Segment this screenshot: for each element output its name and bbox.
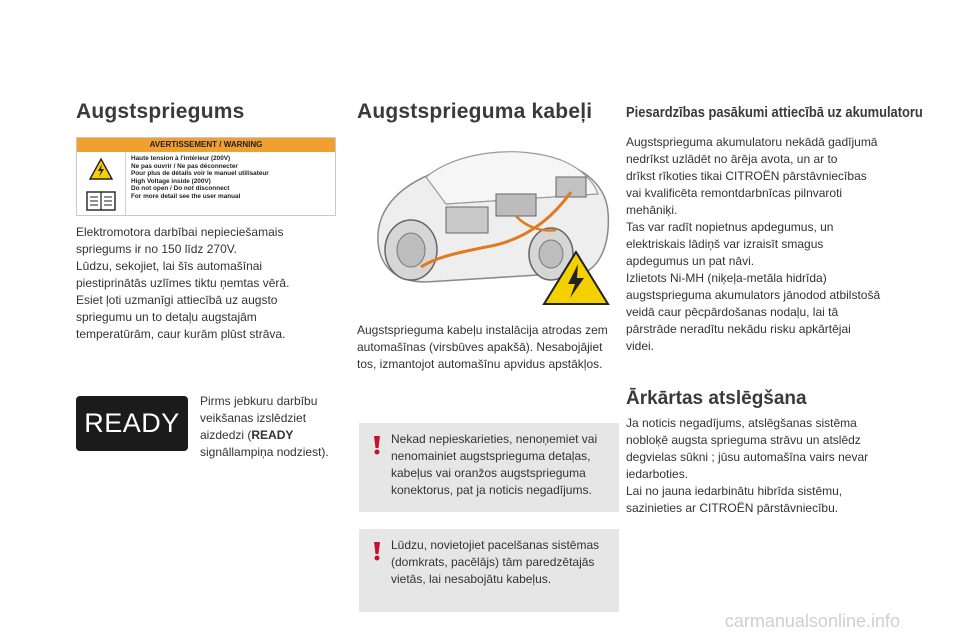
exclamation-warning-icon (367, 541, 387, 561)
note-lifting-points-text: Lūdzu, novietojiet pacelšanas sistēmas (domkrats, pacēlājs) tām paredzētajās vietās, lai nesabojātu kabeļus. (391, 538, 600, 586)
manual-book-icon (86, 190, 116, 212)
ready-instruction-text: Pirms jebkuru darbību veikšanas izslēdziet aizdedzi (READY signāllampiņa nodziest). (200, 394, 329, 459)
high-voltage-triangle-icon (89, 158, 113, 180)
note-do-not-touch (359, 423, 619, 512)
exclamation-warning-icon (367, 435, 387, 455)
section-title-high-voltage: Augstspriegums (76, 100, 245, 123)
ready-indicator-badge: READY (76, 396, 188, 451)
section-title-battery-precautions: Piesardzības pasākumi attiecībā uz akumulatoru (626, 104, 923, 121)
section-title-emergency-disconnect: Ārkārtas atslēgšana (626, 388, 807, 409)
car-illustration (366, 132, 616, 307)
warning-label-header: AVERTISSEMENT / WARNING (77, 138, 335, 152)
high-voltage-paragraph: Elektromotora darbībai nepieciešamais spriegums ir no 150 līdz 270V. Lūdzu, sekojiet, lai šīs automašīnai piestiprinātās uzlīmes tiktu ņemtas vērā. Esiet ļoti uzmanīgi attiecībā uz augsto spriegumu un to detaļu augstajām temperatūrām, caur kurām plūst strāva. (76, 225, 290, 341)
watermark: carmanualsonline.info (724, 611, 900, 631)
warning-label-text: Haute tension à l'intérieur (200V) Ne pas ouvrir / Ne pas déconnecter Pour plus de détails voir le manuel utilisateur High Voltage inside (200V) Do not open / Do not disconnect For more detail see the user manual (131, 155, 269, 200)
warning-label (76, 137, 336, 216)
section-title-high-voltage-cables: Augstsprieguma kabeļi (357, 100, 593, 123)
emergency-disconnect-paragraph: Ja noticis negadījums, atslēgšanas sistēma nobloķē augsta sprieguma strāvu un atslēdz degvielas sūkni ; jūsu automašīna vairs nevar iedarboties. Lai no jauna iedarbinātu hibrīda sistēmu, sazinieties ar CITROËN pārstāvniecību. (626, 416, 869, 515)
note-do-not-touch-text: Nekad nepieskarieties, nenoņemiet vai nenomainiet augstsprieguma detaļas, kabeļus vai oranžos augstsprieguma konektorus, pat ja noticis negadījums. (391, 432, 598, 497)
battery-precautions-paragraph: Augstsprieguma akumulatoru nekādā gadījumā nedrīkst uzlādēt no ārēja avota, un ar to drīkst rīkoties tikai CITROËN pārstāvniecības vai kvalificēta remontdarbnīcas pilnvaroti mehāniķi. Tas var radīt nopietnus apdegumus, un elektriskais lādiņš var izraisīt smagus apdegumus un pat nāvi. Izlietots Ni-MH (niķeļa-metāla hidrīda) augstsprieguma akumulators jānodod atbilstošā veidā caur pēcpārdošanas nodaļu, lai tā pārstrāde neradītu nekādu risku apkārtējai videi. (626, 135, 881, 353)
cables-paragraph: Augstsprieguma kabeļu instalācija atrodas zem automašīnas (virsbūves apakšā). Nesabojājiet tos, izmantojot automašīnu apvidus apstākļos. (357, 323, 608, 371)
note-lifting-points (359, 529, 619, 612)
ready-inline-bold: READY (251, 428, 294, 442)
